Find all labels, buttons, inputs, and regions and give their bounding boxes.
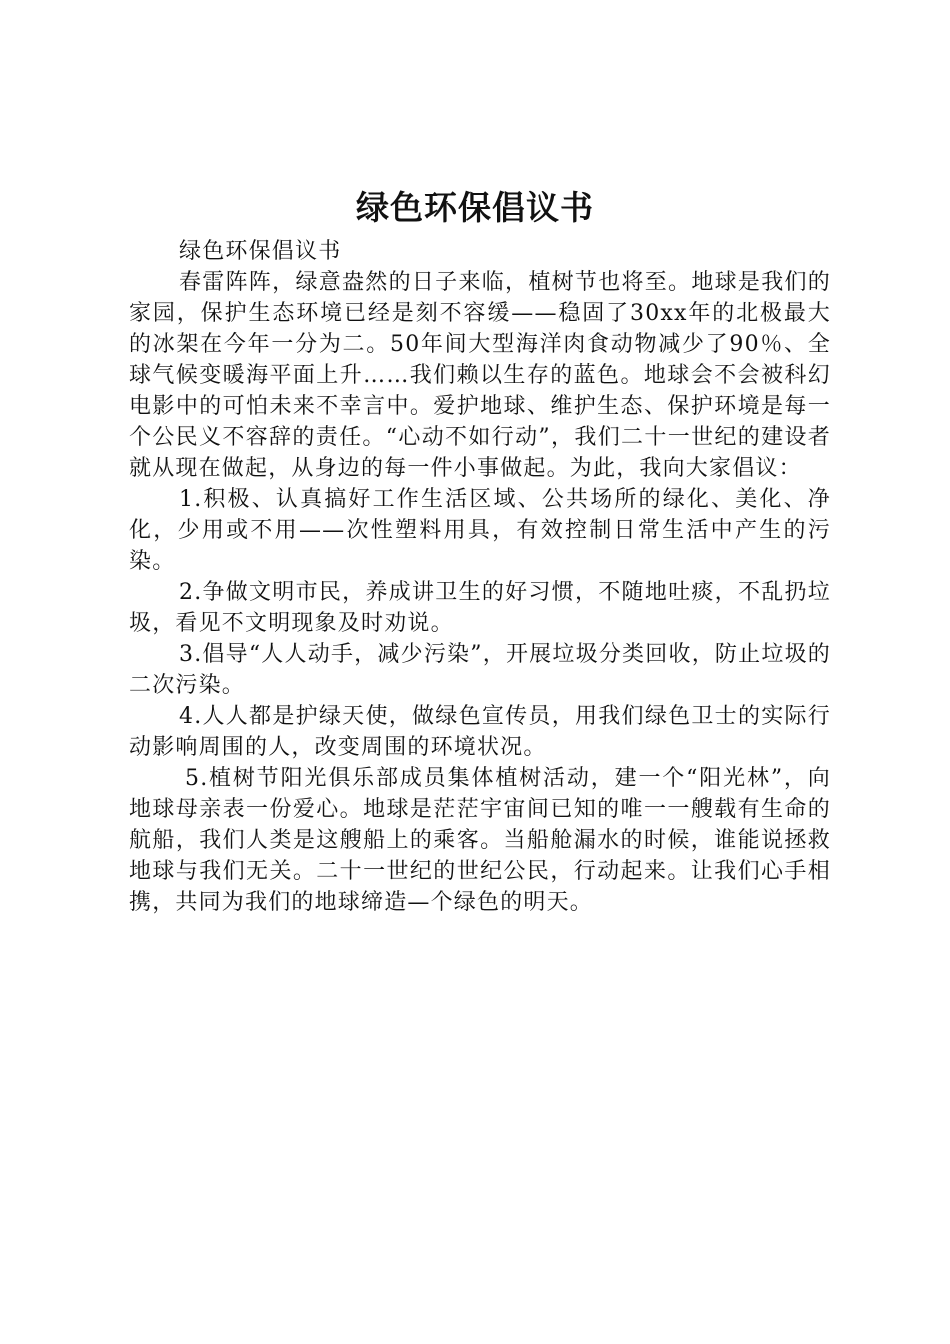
document-subtitle: 绿色环保倡议书 xyxy=(179,239,342,264)
proposal-item-5: 5.植树节阳光俱乐部成员集体植树活动，建一个“阳光林”，向地球母亲表一份爱心。地球是茫茫宇宙间已知的唯一一艘载有生命的航船，我们人类是这艘船上的乘客。当船舱漏水的时候，谁能说拯救地球与我们无关。二十一世纪的世纪公民，行动起来。让我们心手相携，共同为我们的地球缔造—个绿色的明天。 xyxy=(129,766,831,915)
proposal-item-4: 4.人人都是护绿天使，做绿色宣传员，用我们绿色卫士的实际行动影响周围的人，改变周围的环境状况。 xyxy=(129,704,831,760)
proposal-item-1: 1.积极、认真搞好工作生活区域、公共场所的绿化、美化、净化，少用或不用——次性塑料用具，有效控制日常生活中产生的污染。 xyxy=(129,487,831,574)
intro-paragraph: 春雷阵阵，绿意盎然的日子来临，植树节也将至。地球是我们的家园，保护生态环境已经是刻不容缓——稳固了30xx年的北极最大的冰架在今年一分为二。50年间大型海洋肉食动物减少了90％、全球气候变暖海平面上升……我们赖以生存的蓝色。地球会不会被科幻电影中的可怕未来不幸言中。爱护地球、维护生态、保护环境是每一个公民义不容辞的责任。“心动不如行动”，我们二十一世纪的建设者就从现在做起，从身边的每一件小事做起。为此，我向大家倡议： xyxy=(129,270,831,481)
document-title: 绿色环保倡议书 xyxy=(356,188,594,227)
proposal-item-2: 2.争做文明市民，养成讲卫生的好习惯，不随地吐痰，不乱扔垃圾，看见不文明现象及时劝说。 xyxy=(129,580,831,636)
document-body xyxy=(129,236,831,918)
proposal-item-3: 3.倡导“人人动手，减少污染”，开展垃圾分类回收，防止垃圾的二次污染。 xyxy=(129,642,831,698)
